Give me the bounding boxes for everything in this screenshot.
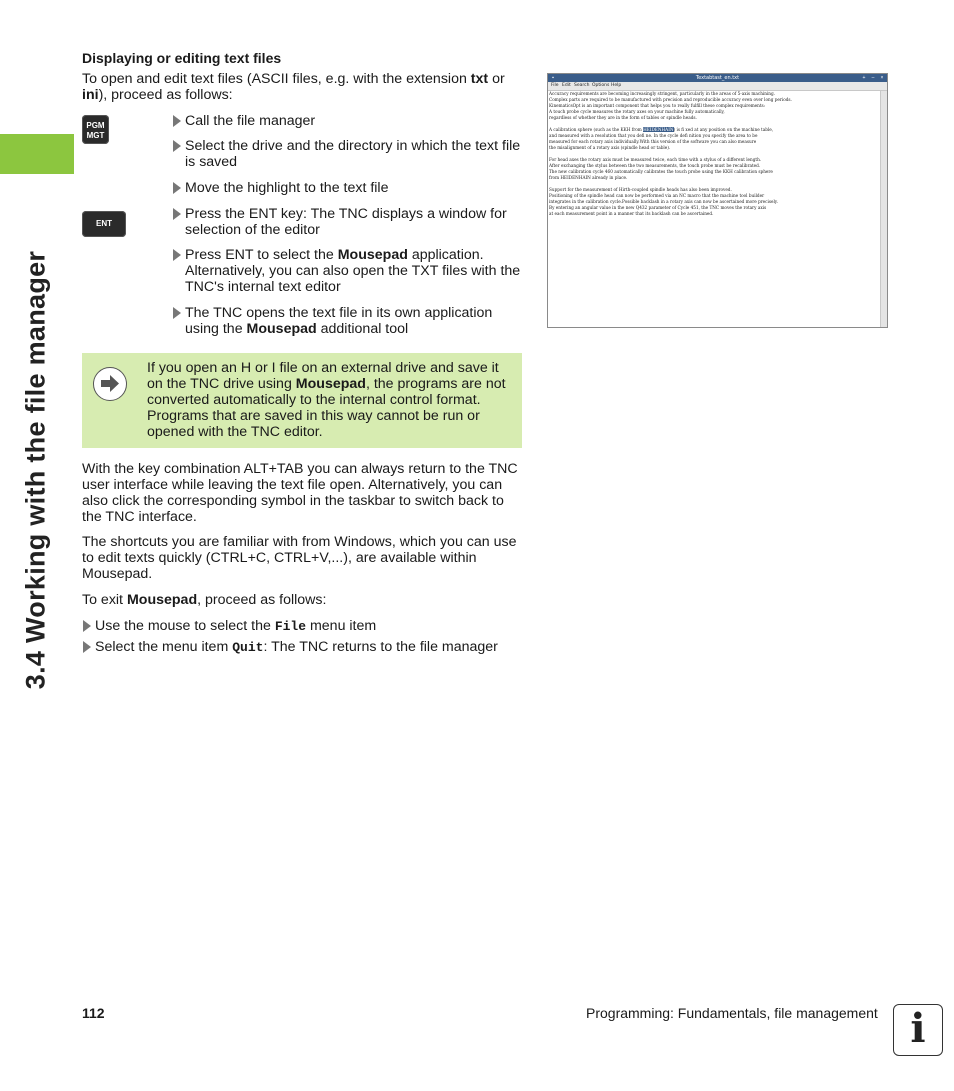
arrow-bullet-icon <box>83 620 91 632</box>
menu-options: Options <box>592 83 610 88</box>
arrow-bullet-icon <box>173 208 181 220</box>
mousepad-screenshot <box>547 73 888 328</box>
step-select-drive: Select the drive and the directory in which the text file is saved <box>172 138 527 170</box>
page-number: 112 <box>82 1005 105 1021</box>
chapter-tab-marker <box>0 134 74 174</box>
window-menubar <box>548 82 887 91</box>
pgm-mgt-key-icon: PGM MGT <box>82 115 109 144</box>
arrow-bullet-icon <box>173 182 181 194</box>
arrow-bullet-icon <box>173 249 181 261</box>
menu-help: Help <box>611 83 622 88</box>
arrow-bullet-icon <box>173 140 181 152</box>
shortcuts-paragraph: The shortcuts you are familiar with from Windows, which you can use to edit texts quickly (CTRL+C, CTRL+V,...), are available within Mousepad. <box>82 534 517 582</box>
window-close-icon: × <box>880 75 884 81</box>
window-minimize-icon: – <box>871 75 875 81</box>
step-call-file-manager: Call the file manager <box>172 113 527 129</box>
ent-key-icon: ENT <box>82 211 126 237</box>
exit-step-select-file: Use the mouse to select the File menu item <box>82 618 522 635</box>
arrow-right-icon <box>93 367 127 401</box>
window-titlebar: Textabtast_en.txt ▪ + – × <box>548 74 887 82</box>
menu-search: Search <box>574 83 590 88</box>
window-pin-icon: + <box>862 75 866 81</box>
window-text-area: Accuracy requirements are becoming increasingly stringent, particularly in the areas of 5-axis machining. Complex parts are required to be manufactured with precision and reproducible accuracy even over long periods. KinematicsOpt is an important component that helps you to really fulfill these complex requirements: A touch probe cycle measures the rotary axes on your machine fully automatically, regardless of whether they are in the form of tables or spindle heads. A calibration sphere (such as the KKH from HEIDENHAIN) is fi xed at any position on the machine table, and measured with a resolution that you defi ne. In the cycle defi nition you specify the area to be measured for each rotary axis individually.With this version of the software you can also measure the misalignment of a rotary axis (spindle head or table). For head axes the rotary axis must be measured twice, each time with a stylus of a different length. After exchanging the stylus between the two measurements, the touch probe must be recalibrated. The new calibration cycle 460 automatically calibrates the touch probe using the KKH calibration sphere from HEIDENHAIN already in place. Support for the measurement of Hirth-coupled spindle heads has also been improved. Positioning of the spindle head can now be performed via an NC macro that the machine tool builder integrates in the calibration cycle.Possible backlash in a rotary axis can now be ascertained more precisely. By entering an angular value in the new Q432 parameter of Cycle 451, the TNC moves the rotary axis at each measurement point in a manner that its backlash can be ascertained. <box>549 91 792 216</box>
window-scrollbar <box>880 91 887 327</box>
info-icon: i <box>893 1004 943 1056</box>
step-select-mousepad: Press ENT to select the Mousepad application. Alternatively, you can also open the TXT files with the TNC's internal text editor <box>172 247 527 295</box>
section-heading: Displaying or editing text files <box>82 50 282 66</box>
arrow-bullet-icon <box>83 641 91 653</box>
arrow-bullet-icon <box>173 115 181 127</box>
intro-paragraph: To open and edit text files (ASCII files, e.g. with the extension txt or ini), proceed as follows: <box>82 71 505 103</box>
step-move-highlight: Move the highlight to the text file <box>172 180 527 196</box>
exit-intro: To exit Mousepad, proceed as follows: <box>82 592 327 608</box>
note-text: If you open an H or I file on an external drive and save it on the TNC drive using Mousepad, the programs are not converted automatically to the internal control format. Programs that are saved in this way cannot be run or opened with the TNC editor. <box>147 360 506 440</box>
alt-tab-paragraph: With the key combination ALT+TAB you can always return to the TNC user interface while leaving the text file open. Alternatively, you can also click the corresponding symbol in the taskbar to switch back to the TNC interface. <box>82 461 518 525</box>
menu-file: File <box>551 83 559 88</box>
footer-chapter: Programming: Fundamentals, file management <box>586 1005 878 1021</box>
step-press-ent: Press the ENT key: The TNC displays a window for selection of the editor <box>172 206 527 238</box>
exit-step-select-quit: Select the menu item Quit: The TNC returns to the file manager <box>82 639 522 656</box>
step-tnc-opens-file: The TNC opens the text file in its own application using the Mousepad additional tool <box>172 305 527 337</box>
menu-edit: Edit <box>562 83 571 88</box>
arrow-bullet-icon <box>173 307 181 319</box>
window-menu-icon: ▪ <box>552 75 554 81</box>
